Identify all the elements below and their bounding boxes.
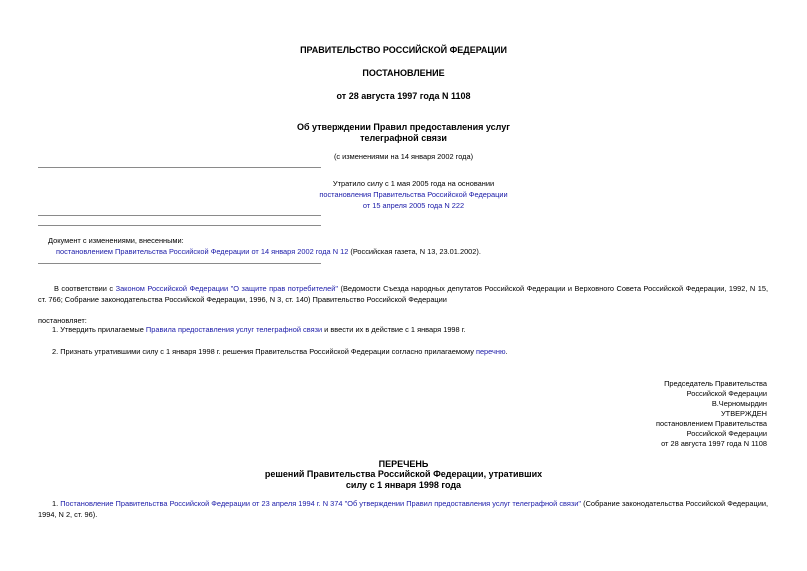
list-subtitle-line2: силу с 1 января 1998 года — [345, 480, 462, 490]
telegraph-rules-link[interactable]: Правила предоставления услуг телеграфной связи — [145, 325, 323, 334]
list-item-source: (Собрание законодательства Российской Федерации, 1994, N 2, ст. 96). — [38, 499, 768, 519]
lost-force-link-line2[interactable]: от 15 апреля 2005 года N 222 — [362, 201, 465, 210]
item2-text-start: 2. Признать утратившими силу с 1 января 1998 г. решения Правительства Российской Федерации согласно прилагаемому — [52, 347, 476, 356]
government-heading: ПРАВИТЕЛЬСТВО РОССИЙСКОЙ ФЕДЕРАЦИИ — [300, 45, 507, 55]
approved-line4: от 28 августа 1997 года N 1108 — [661, 439, 767, 448]
signature-line1: Председатель Правительства — [664, 379, 767, 388]
preamble-paragraph — [38, 283, 768, 305]
list-link[interactable]: перечню — [475, 347, 506, 356]
changes-intro: Документ с изменениями, внесенными: — [48, 236, 184, 245]
resolution-item-2 — [52, 347, 508, 357]
item1-text-start: 1. Утвердить прилагаемые — [52, 325, 146, 334]
resolves-label: постановляет: — [38, 316, 87, 325]
item1-text-end: и ввести их в действие с 1 января 1998 г. — [322, 325, 466, 334]
item2-text-end: . — [505, 347, 508, 356]
lost-force-note: Утратило силу с 1 мая 2005 года на основании — [332, 179, 495, 188]
amendments-note: (с изменениями на 14 января 2002 года) — [333, 152, 474, 161]
list-title: ПЕРЕЧЕНЬ — [378, 459, 429, 469]
approved-label: УТВЕРЖДЕН — [720, 409, 767, 418]
list-item-number: 1. — [52, 499, 61, 508]
divider — [38, 225, 321, 226]
resolution-item-1 — [52, 325, 466, 335]
divider — [38, 263, 321, 264]
preamble-text-end: (Ведомости Съезда народных депутатов Российской Федерации и Верховного Совета Российской Федерации, 1992, N 15, ст. 766; Собрание законодательства Российской Федерации, 1996, N 3, ст. 140) Правительство Российской Федерации — [38, 284, 768, 304]
approved-line2: постановлением Правительства — [656, 419, 767, 428]
lost-force-link-line1[interactable]: постановления Правительства Российской Федерации — [319, 190, 508, 199]
preamble-text-start: В соответствии с — [54, 284, 116, 293]
changes-link[interactable]: постановлением Правительства Российской Федерации от 14 января 2002 года N 12 — [56, 247, 349, 256]
consumer-law-link[interactable]: Законом Российской Федерации "О защите прав потребителей" — [115, 284, 338, 293]
divider — [38, 167, 321, 168]
signature-line2: Российской Федерации — [686, 389, 767, 398]
divider — [38, 215, 321, 216]
decree-374-link[interactable]: Постановление Правительства Российской Федерации от 23 апреля 1994 г. N 374 "Об утверждении Правил предоставления услуг телеграфной связи" — [60, 499, 582, 508]
changes-source: (Российская газета, N 13, 23.01.2002). — [348, 247, 481, 256]
list-subtitle-line1: решений Правительства Российской Федерации, утративших — [264, 469, 543, 479]
document-type: ПОСТАНОВЛЕНИЕ — [362, 68, 445, 78]
document-title-line1: Об утверждении Правил предоставления услуг — [296, 122, 511, 132]
document-date-number: от 28 августа 1997 года N 1108 — [336, 91, 471, 101]
document-title-line2: телеграфной связи — [360, 133, 447, 143]
changes-line — [56, 247, 481, 257]
signature-name: В.Черномырдин — [711, 399, 767, 408]
approved-line3: Российской Федерации — [686, 429, 767, 438]
list-item-1 — [38, 498, 768, 520]
